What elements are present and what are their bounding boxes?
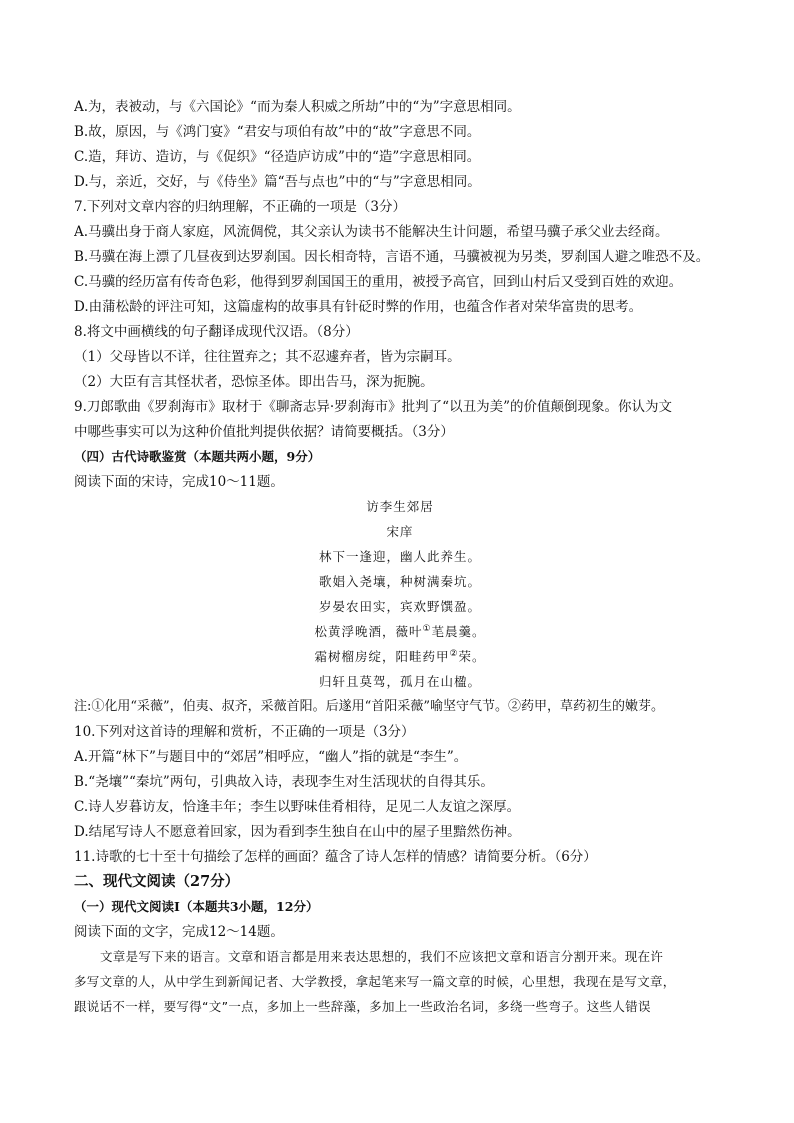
q10-option-a: A.开篇“林下”与题目中的“郊居”相呼应，“幽人”指的就是“李生”。 <box>74 749 468 765</box>
footnote-marker-2: ② <box>449 648 459 659</box>
poem-author: 宋庠 <box>386 524 414 539</box>
q9-line-1: 9.刀郎歌曲《罗刹海市》取材于《聊斋志异·罗刹海市》批判了“以丑为美”的价值颠倒现象。你认为文 <box>74 399 672 415</box>
q7-option-a: A.马骥出身于商人家庭，风流倜傥，其父亲认为读书不能解决生计问题，希望马骥子承父业去经商。 <box>74 224 669 240</box>
q6-option-d: D.与，亲近，交好，与《侍坐》篇“吾与点也”中的“与”字意思相同。 <box>74 174 481 190</box>
poem-line-5-part-b: 荣。 <box>458 649 486 664</box>
poem-line-6: 归轩且莫驾，孤月在山楹。 <box>318 674 481 689</box>
q7-stem: 7.下列对文章内容的归纳理解，不正确的一项是（3分） <box>74 199 406 215</box>
q10-stem: 10.下列对这首诗的理解和赏析，不正确的一项是（3分） <box>74 724 415 740</box>
q7-option-b: B.马骥在海上漂了几昼夜到达罗刹国。因长相奇特，言语不通，马骥被视为另类，罗刹国人避之唯恐不及。 <box>74 249 710 265</box>
part-2-subheading: （一）现代文阅读Ⅰ（本题共3小题，12分） <box>74 899 319 914</box>
poem-line-4-part-a: 松黄浮晚酒，薇叶 <box>314 624 423 639</box>
section-4-intro: 阅读下面的宋诗，完成10～11题。 <box>74 474 284 490</box>
poem-line-2: 歌娼入尧壤，种树满秦坑。 <box>318 574 481 589</box>
footnote-marker-1: ① <box>422 623 432 634</box>
poem-note: 注:①化用“采薇”，伯夷、叔齐，采薇首阳。后遂用“首阳采薇”喻坚守气节。②药甲，草药初生的嫩芽。 <box>74 699 664 714</box>
q9-line-2: 中哪些事实可以为这种价值批判提供依据？请简要概括。（3分） <box>74 424 454 440</box>
part-2-intro: 阅读下面的文字，完成12～14题。 <box>74 924 284 940</box>
section-4-heading: （四）古代诗歌鉴赏（本题共两小题，9分） <box>74 449 321 464</box>
q7-option-d: D.由蒲松龄的评注可知，这篇虚构的故事具有针砭时弊的作用，也蕴含作者对荣华富贵的思考。 <box>74 299 643 315</box>
q10-option-c: C.诗人岁暮访友，恰逢丰年；李生以野味佳肴相待，足见二人友谊之深厚。 <box>74 799 521 815</box>
poem-line-1: 林下一逢迎，幽人此养生。 <box>318 549 481 564</box>
poem-title: 访李生郊居 <box>366 499 434 514</box>
q8-item-1: （1）父母皆以不详，往往置弃之；其不忍遽弃者，皆为宗嗣耳。 <box>74 349 461 365</box>
passage-line-1: 文章是写下来的语言。文章和语言都是用来表达思想的，我们不应该把文章和语言分割开来。现在许 <box>100 949 664 964</box>
q6-option-b: B.故，原因，与《鸿门宴》“君安与项伯有故”中的“故”字意思不同。 <box>74 124 481 140</box>
poem-line-4-part-b: 芼晨羹。 <box>431 624 486 639</box>
passage-line-3: 跟说话不一样，要写得“文”一点，多加上一些辞藻，多加上一些政治名词，多绕一些弯子。这些人错误 <box>74 999 651 1014</box>
part-2-heading: 二、现代文阅读（27分） <box>74 873 240 890</box>
q11-stem: 11.诗歌的七十至十句描绘了怎样的画面？蕴含了诗人怎样的情感？请简要分析。（6分） <box>74 849 597 865</box>
poem-line-5 <box>250 648 550 666</box>
q7-option-c: C.马骥的经历富有传奇色彩，他得到罗刹国国王的重用，被授予高官，回到山村后又受到百姓的欢迎。 <box>74 274 683 290</box>
q6-option-a: A.为，表被动，与《六国论》“而为秦人积威之所劫”中的“为”字意思相同。 <box>74 99 521 115</box>
poem-line-3: 岁晏农田实，宾欢野馔盈。 <box>318 599 481 614</box>
poem-line-4 <box>250 623 550 641</box>
q8-item-2: （2）大臣有言其怪状者，恐惊圣体。即出告马，深为扼腕。 <box>74 374 434 390</box>
q6-option-c: C.造，拜访、造访，与《促织》“径造庐访成”中的“造”字意思相同。 <box>74 149 481 165</box>
q8-stem: 8.将文中画横线的句子翻译成现代汉语。（8分） <box>74 324 359 340</box>
q10-option-b: B.“尧壤”“秦坑”两句，引典故入诗，表现李生对生活现状的自得其乐。 <box>74 774 494 790</box>
q10-option-d: D.结尾写诗人不愿意着回家，因为看到李生独自在山中的屋子里黯然伤神。 <box>74 824 521 840</box>
poem-line-5-part-a: 霜树榴房绽，阳畦药甲 <box>314 649 450 664</box>
passage-line-2: 多写文章的人，从中学生到新闻记者、大学教授，拿起笔来写一篇文章的时候，心里想，我现在是写文章， <box>74 974 676 989</box>
